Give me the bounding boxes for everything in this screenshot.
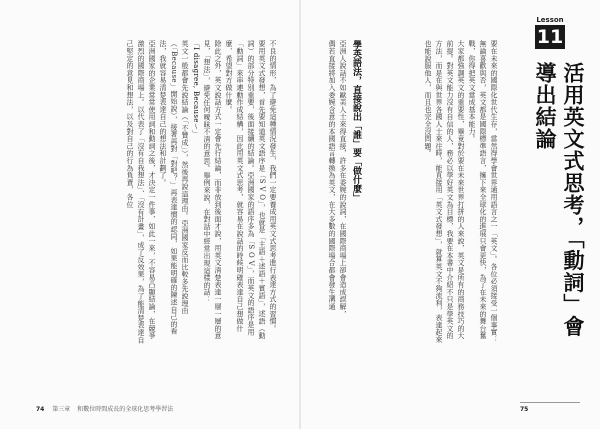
lesson-tab	[533, 16, 567, 49]
right-body-text	[363, 40, 499, 345]
quote: 「I disagree, Because～」	[192, 40, 200, 138]
chapter-label: 第三章	[52, 406, 71, 413]
paragraph: 大家都強調英文的重要性，畢竟對於要在未來世界打拼的人來說，英文是所有的商務技巧的大前提。對英文能力沒有自信的人，務必以學好英文為目標，我要在本書中介紹不只是學英文的方法，而是在與世界各國人士來往時，能直接用「英文式發想」，就算英文不夠流利，表達起來也能說服他人，而且也完全沒問題。	[424, 40, 465, 344]
paragraph	[337, 40, 348, 345]
lesson-label: Lesson	[536, 16, 564, 24]
subhead-text: 學英語法，直接說出「誰」要「做什麼」	[351, 40, 361, 202]
page-number: 75	[520, 406, 529, 413]
paragraph-text: 亞洲人說話不如歐美人士來得直接，許多在委婉的說詞，在國際商場上卻會造成誤解，	[339, 40, 347, 318]
paragraph	[326, 40, 337, 345]
lesson-number: 11	[536, 26, 564, 48]
paragraph-text: 偶若直接將加入委婉含意的本國語言轉換為英文，在大多數的國際場合都會發生溝通	[328, 40, 336, 311]
paragraph: 英文一般都會先說結論（「不贊成」），然後再說這理由。亞洲國家反而比較多先說理由（「Because」開始說），接著再對「對吧？」再表達慣的認同，如果能明確的陳述自己的看法，我就容易清楚表達自己的想法和計劃了。	[159, 40, 189, 335]
paragraph: 不良的情形，為了避免這種情況發生，我們一定要養成用英文式思考進行表達方式的習慣。	[269, 40, 277, 332]
page-number: 74	[36, 406, 45, 413]
paragraph: 除此之外，英文說話方式一定會先行結論，而非放到後面才說，用英文清楚表達一層一層的意見，「想法」，避免任何曖昧不清的意思。舉例來說，在對話中經常出現這樣的話：	[203, 40, 222, 340]
paragraph: 要用英文式發想，首先要知道英文語序是「S V O」，也就是「主語＋述語＋賓語」，述語（動詞）的部分特別重要，後面接續的結論。亞洲國家的語序多為「S O V」，而英文的語序是用「動詞」來串連動作成結構，因此用英文式思考，就容易在說話的時候明確表達自己想做什麼、希望對方做什麼。	[225, 40, 266, 340]
running-head: 和數位時間成長的全球化思考學習法	[77, 406, 174, 413]
left-folio	[36, 404, 173, 413]
paragraph: 要在未來的國際化世代生存，當然得學會世界通用語言之一「英文」。各位必須接受一個事實：無論喜歡與否，英文都是國際標準語言，擁下來全球化的進展只會更快，為了在未來的舞台奮戰，你得把英文當成基本能力。	[468, 40, 498, 344]
right-folio	[520, 399, 600, 413]
right-body-text-2	[304, 40, 348, 345]
folio-rule	[520, 402, 580, 403]
lesson-title: 活用英文式思考，「動詞」會導出結論	[533, 62, 585, 338]
section-subhead	[350, 40, 362, 300]
paragraph: 亞洲國家的企業常常使用詞和動詞之後，才決定一件事，如此一來，不容易凸顯結論，在競爭激烈的國際商場上。以代表了「沒有自我想法」、「沒有計畫」，成了反效果，為了能清楚表達自己堅定的意見和想法，以及對自己的行為負責，各位	[126, 40, 156, 344]
left-body-text	[34, 40, 278, 345]
